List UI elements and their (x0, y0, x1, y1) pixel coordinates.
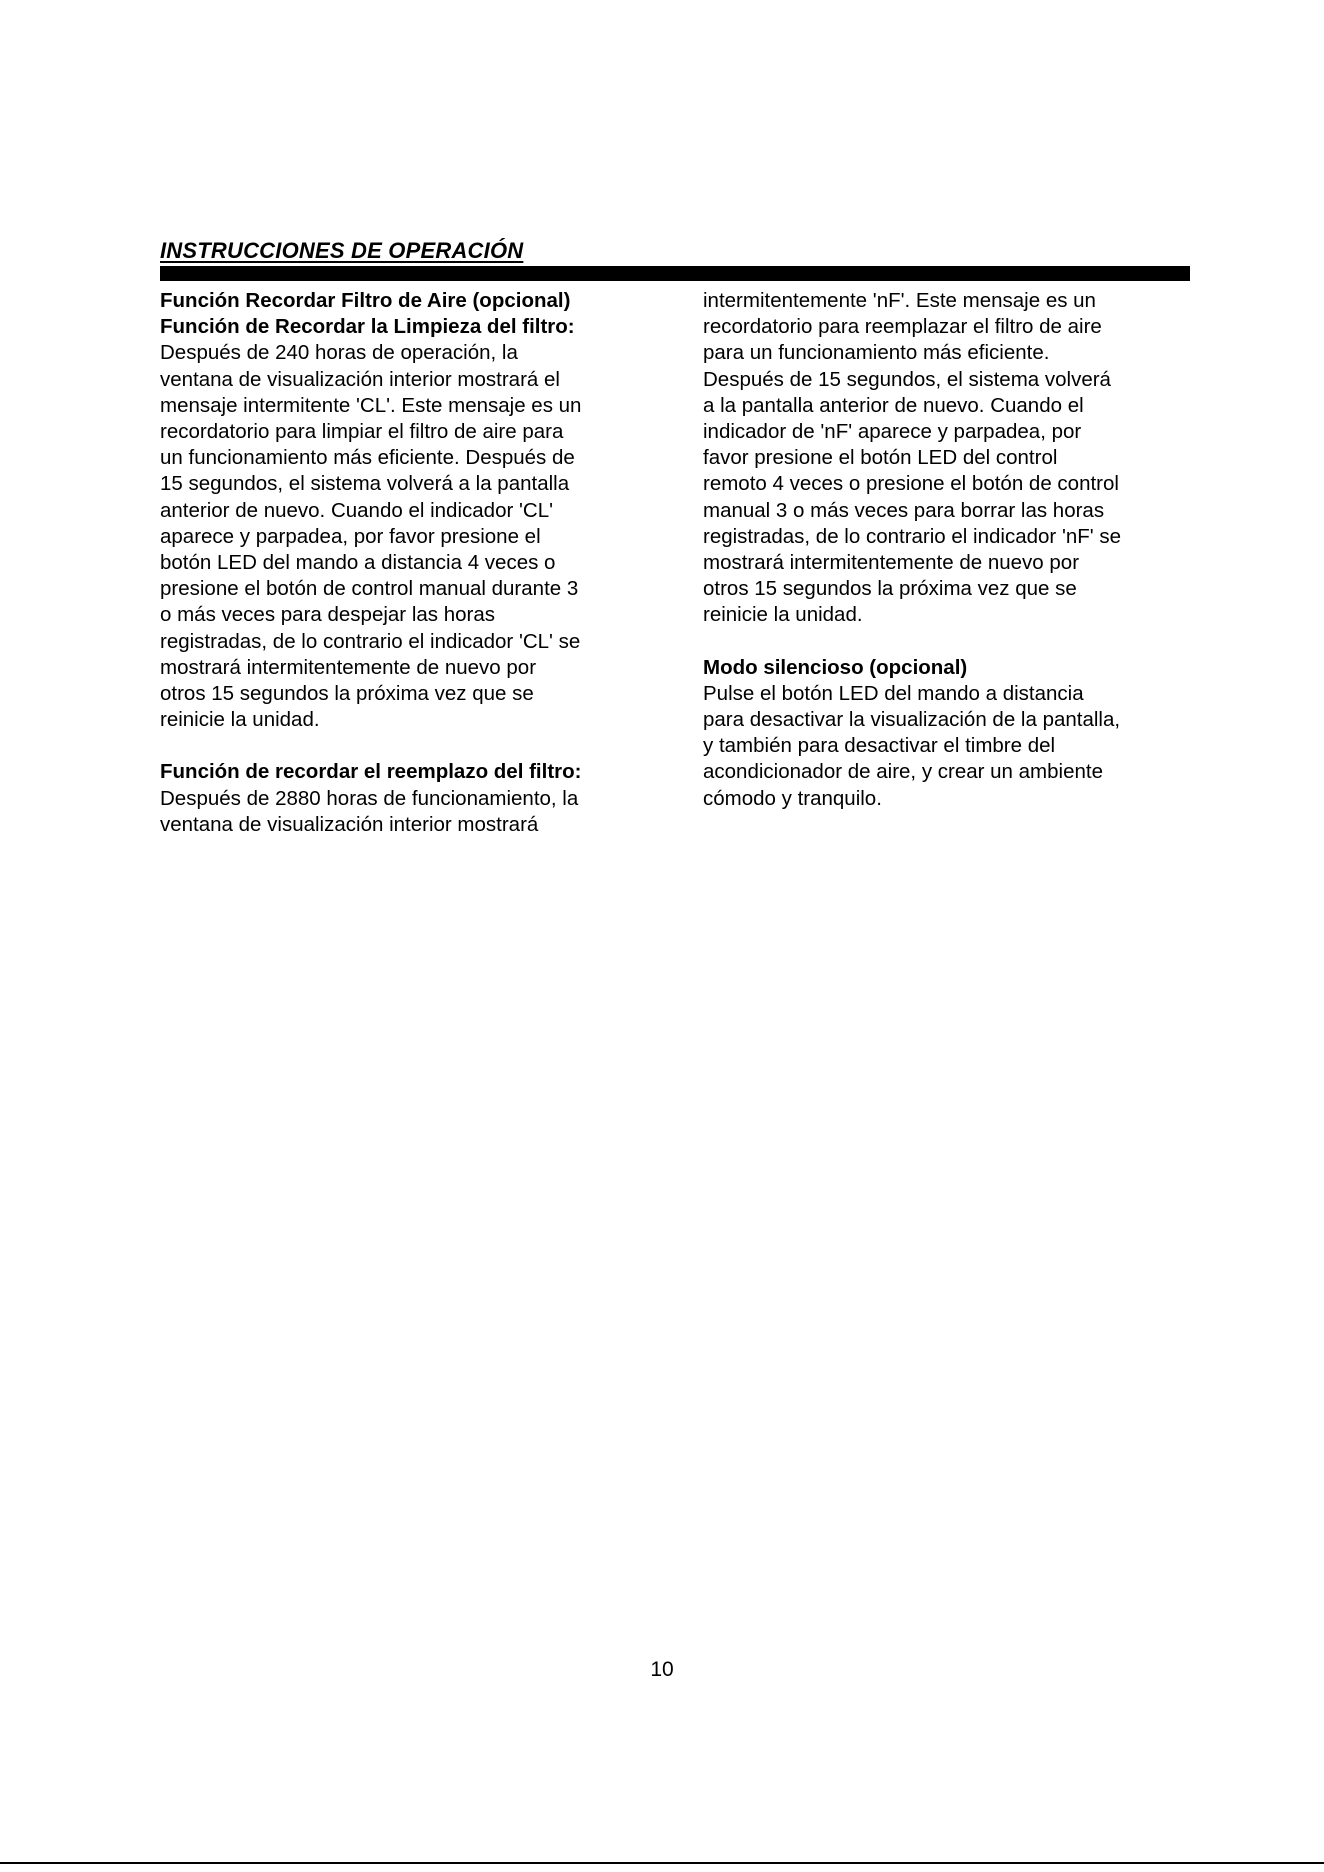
bottom-rule (0, 1862, 1324, 1864)
text-line: reinicie la unidad. (160, 708, 320, 732)
silent-mode-heading: Modo silencioso (opcional) (703, 655, 968, 679)
text-line: mostrará intermitentemente de nuevo por (703, 551, 1080, 575)
text-line: otros 15 segundos la próxima vez que se (160, 682, 534, 706)
filter-replacement-heading: Función de recordar el reemplazo del filtro: (160, 760, 582, 784)
filter-replacement-text-continued (703, 288, 1223, 629)
text-line: acondicionador de aire, y crear un ambiente (703, 760, 1103, 784)
text-line: registradas, de lo contrario el indicador 'CL' se (160, 629, 581, 653)
text-line: botón LED del mando a distancia 4 veces o (160, 551, 556, 575)
text-line: a la pantalla anterior de nuevo. Cuando el (703, 393, 1084, 417)
text-line: registradas, de lo contrario el indicador 'nF' se (703, 524, 1122, 548)
filter-replacement-text (160, 786, 680, 838)
text-line: intermitentemente 'nF'. Este mensaje es un (703, 289, 1096, 312)
text-line: para desactivar la visualización de la pantalla, (703, 708, 1121, 732)
section-title: INSTRUCCIONES DE OPERACIÓN (160, 238, 524, 263)
text-line: ventana de visualización interior mostrará el (160, 367, 560, 391)
text-line: ventana de visualización interior mostrará (160, 812, 539, 836)
silent-mode-text (703, 681, 1223, 812)
filter-cleaning-heading: Función de Recordar la Limpieza del filtro: (160, 315, 575, 339)
text-line: otros 15 segundos la próxima vez que se (703, 577, 1077, 601)
header-bar (160, 266, 1190, 281)
text-line: anterior de nuevo. Cuando el indicador 'CL' (160, 498, 554, 522)
right-column (703, 288, 1223, 812)
text-line: y también para desactivar el timbre del (703, 734, 1056, 758)
text-line: Después de 2880 horas de funcionamiento, la (160, 786, 579, 810)
text-line: para un funcionamiento más eficiente. (703, 341, 1050, 365)
text-line: recordatorio para limpiar el filtro de aire para (160, 420, 564, 444)
text-line: mostrará intermitentemente de nuevo por (160, 655, 537, 679)
text-line: reinicie la unidad. (703, 603, 863, 627)
text-line: un funcionamiento más eficiente. Después de (160, 446, 575, 470)
text-line: remoto 4 veces o presione el botón de control (703, 472, 1119, 496)
text-line: Pulse el botón LED del mando a distancia (703, 681, 1084, 705)
left-column (160, 288, 680, 838)
page-number: 10 (650, 1658, 674, 1681)
text-line: manual 3 o más veces para borrar las horas (703, 498, 1105, 522)
text-line: favor presione el botón LED del control (703, 446, 1058, 470)
text-line: recordatorio para reemplazar el filtro de aire (703, 315, 1102, 339)
text-line: mensaje intermitente 'CL'. Este mensaje es un (160, 393, 582, 417)
text-line: presione el botón de control manual durante 3 (160, 577, 579, 601)
air-filter-heading: Función Recordar Filtro de Aire (opcional) (160, 289, 571, 312)
text-line: cómodo y tranquilo. (703, 786, 882, 810)
filter-cleaning-text (160, 340, 680, 733)
text-line: indicador de 'nF' aparece y parpadea, por (703, 420, 1082, 444)
text-line: Después de 240 horas de operación, la (160, 341, 518, 365)
text-line: 15 segundos, el sistema volverá a la pantalla (160, 472, 570, 496)
text-line: o más veces para despejar las horas (160, 603, 496, 627)
text-line: aparece y parpadea, por favor presione el (160, 524, 541, 548)
text-line: Después de 15 segundos, el sistema volverá (703, 367, 1111, 391)
